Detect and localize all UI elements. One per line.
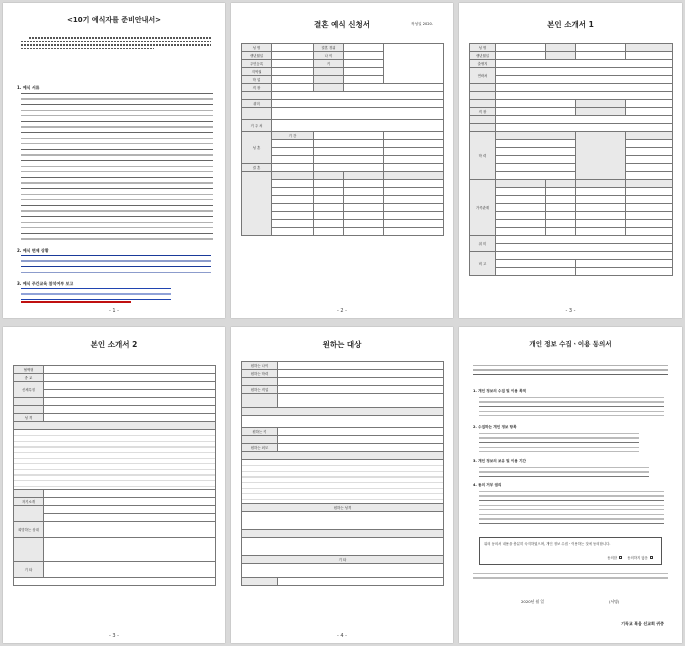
footer-org: 기독교 복음 선교회 귀중 (621, 621, 664, 626)
consent-body (479, 467, 649, 477)
document-page-3 (459, 3, 682, 318)
self-intro-2-table: 혈액형 종 교 신체특징 성 격 자기소개 희망하는 상대 기 타 (13, 365, 216, 586)
section-body (21, 288, 171, 300)
document-page-6 (459, 327, 682, 643)
section-heading: 3. 예식 주간교육 참석여부 보고 (17, 281, 74, 286)
document-page-2 (231, 3, 453, 318)
page-5-title: 원하는 대상 (322, 340, 362, 349)
agree-option[interactable]: 동의함 (607, 556, 618, 560)
page-3-title: 본인 소개서 1 (547, 20, 594, 29)
document-page-5 (231, 327, 453, 643)
section-body-red (21, 301, 131, 303)
intro-paragraph (21, 35, 211, 51)
signature-date: 2020년 월 일 (521, 599, 545, 604)
consent-statement: 위의 동의서 내용을 충분히 숙지하였으며, 개인 정보 수집ㆍ이용하는 것에 동의합니다. (484, 542, 611, 546)
desired-partner-table: 원하는 나이 원하는 학력 원하는 직업 원하는 키 원하는 외모 원하는 성격 기 타 (241, 361, 444, 586)
intro-text (473, 365, 668, 379)
section-heading: 2. 예식 면제 상황 (17, 248, 49, 253)
page-number: - 1 - (109, 308, 119, 314)
document-page-1 (3, 3, 225, 318)
note-text (473, 573, 668, 581)
page-1-title: <10기 예식자를 준비안내서> (67, 16, 161, 24)
page-2-title: 결혼 예식 신청서 (314, 20, 370, 29)
section-body (21, 93, 213, 243)
document-page-4 (3, 327, 225, 643)
disagree-option[interactable]: 동의하지 않음 (627, 556, 648, 560)
self-intro-1-table: 성 명 생년월일 출생지 연락처 직 장 학 력 가족관계 취 미 비 고 (469, 43, 673, 276)
consent-body (479, 433, 639, 453)
application-form-table: 성 명 결혼 경위 생년월일 나 이 주민등록 키 지역권 학 업 직 장 취미 거 주 처 성 혼 기 간 결 혼 (241, 43, 444, 236)
consent-body (479, 491, 664, 527)
signature-field[interactable]: (서명) (609, 599, 620, 604)
consent-item: 2. 수집하는 개인 정보 항목 (473, 425, 517, 429)
section-body (21, 255, 211, 277)
disagree-checkbox[interactable] (650, 556, 653, 559)
page-6-title: 개인 정보 수집ㆍ이용 동의서 (529, 340, 612, 348)
page-4-title: 본인 소개서 2 (90, 340, 138, 349)
page-number: - 3 - (109, 633, 119, 639)
page-number: - 2 - (337, 308, 347, 314)
consent-item: 3. 개인 정보의 보유 및 이용 기간 (473, 459, 527, 463)
consent-body (479, 397, 664, 419)
page-number: - 4 - (337, 633, 347, 639)
section-heading: 1. 예식 서류 (17, 85, 40, 90)
consent-item: 4. 동의 거부 권리 (473, 483, 502, 487)
consent-box (479, 537, 662, 565)
page-number: - 3 - (565, 308, 576, 314)
agree-checkbox[interactable] (619, 556, 622, 559)
consent-item: 1. 개인 정보의 수집 및 이용 목적 (473, 389, 527, 393)
date-label: 작성일 2020. (411, 22, 433, 26)
